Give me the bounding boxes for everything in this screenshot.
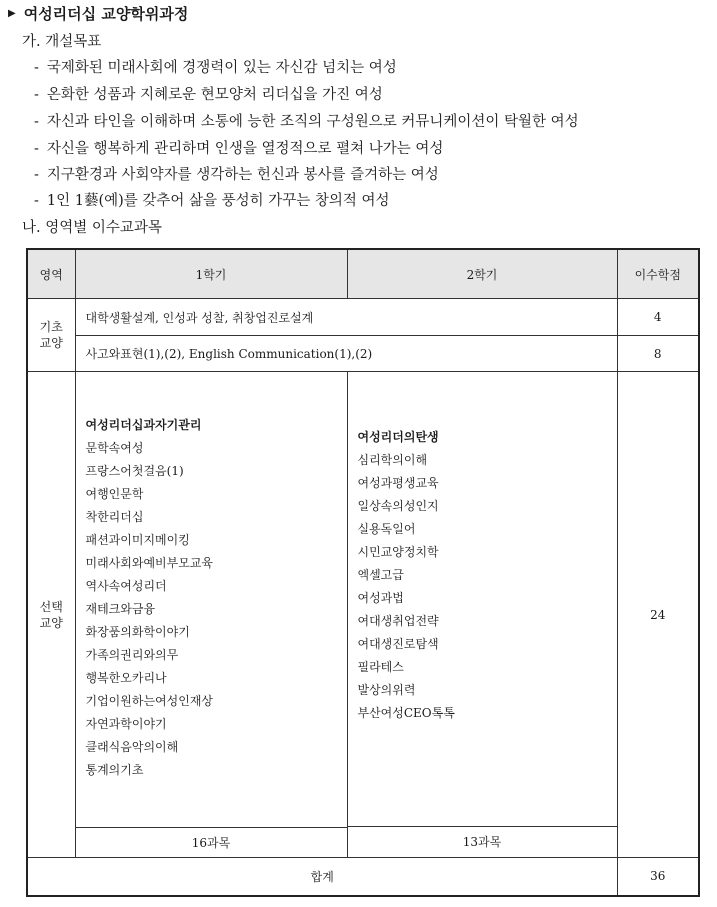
list-item: 여성리더십과자기관리	[85, 418, 202, 432]
table-row	[27, 299, 699, 336]
list-item: 필라테스	[357, 660, 404, 674]
list-item: 실용독일어	[357, 522, 416, 536]
list-item: 역사속여성리더	[85, 579, 167, 593]
basic-credits-1: 4	[617, 299, 699, 336]
list-item: 패션과이미지메이킹	[85, 533, 190, 547]
list-item: 미래사회와예비부모교육	[85, 556, 214, 570]
list-item: 여성과법	[357, 591, 404, 605]
list-item: 여성과평생교육	[357, 476, 439, 490]
elective-semester-2-list	[347, 372, 617, 858]
header-credits: 이수학점	[617, 249, 699, 299]
area-basic: 기초 교양	[27, 299, 75, 372]
title-text: 여성리더십 교양학위과정	[23, 4, 189, 23]
elective-credits: 24	[617, 372, 699, 858]
list-item: 화장품의화학이야기	[85, 625, 190, 639]
area-elective: 선택 교양	[27, 372, 75, 858]
curriculum-table	[26, 248, 700, 897]
total-credits: 36	[617, 858, 699, 896]
basic-credits-2: 8	[617, 336, 699, 372]
elective-semester-2-count: 13과목	[348, 826, 617, 857]
list-item: 착한리더십	[85, 510, 144, 524]
page-title	[8, 2, 188, 24]
section-b-heading: 나. 영역별 이수교과목	[22, 220, 162, 236]
list-item: 프랑스어첫걸음(1)	[85, 464, 184, 478]
basic-subjects-2: 사고와표현(1),(2), English Communication(1),(2)	[75, 336, 617, 372]
list-item: 가족의권리와의무	[85, 648, 179, 662]
elective-semester-1-count: 16과목	[75, 828, 347, 858]
header-semester-1: 1학기	[75, 249, 347, 299]
list-item: 재테크와금융	[85, 602, 156, 616]
goal-item: - 자신과 타인을 이해하며 소통에 능한 조직의 구성원으로 커뮤니케이션이 탁월한 여성	[34, 114, 579, 130]
list-item: 기업이원하는여성인재상	[85, 694, 214, 708]
list-item: 문학속여성	[85, 441, 144, 455]
list-item: 부산여성CEO톡톡	[357, 706, 455, 720]
total-label: 합계	[27, 858, 617, 896]
list-item: 자연과학이야기	[85, 717, 167, 731]
goal-item: - 지구환경과 사회약자를 생각하는 헌신과 봉사를 즐겨하는 여성	[34, 167, 439, 183]
list-item: 여행인문학	[85, 487, 144, 501]
table-row	[27, 336, 699, 372]
table-row	[27, 372, 699, 828]
list-item: 클래식음악의이해	[85, 740, 179, 754]
elective-semester-1-list	[75, 372, 347, 828]
goal-item: - 1인 1藝(예)를 갖추어 삶을 풍성히 가꾸는 창의적 여성	[34, 193, 390, 209]
list-item: 여대생진로탐색	[357, 637, 439, 651]
section-a-heading: 가. 개설목표	[22, 34, 102, 50]
list-item: 통계의기초	[85, 763, 144, 777]
header-semester-2: 2학기	[347, 249, 617, 299]
list-item: 엑셀고급	[357, 568, 404, 582]
list-item: 시민교양정치학	[357, 545, 439, 559]
basic-subjects-1: 대학생활설계, 인성과 성찰, 취창업진로설계	[75, 299, 617, 336]
list-item: 여대생취업전략	[357, 614, 439, 628]
list-item: 여성리더의탄생	[357, 430, 439, 444]
header-area: 영역	[27, 249, 75, 299]
goal-item: - 자신을 행복하게 관리하며 인생을 열정적으로 펼쳐 나가는 여성	[34, 141, 444, 157]
list-item: 행복한오카리나	[85, 671, 167, 685]
bullet-triangle-icon: ▶	[8, 7, 16, 19]
table-header-row	[27, 249, 699, 299]
goal-item: - 온화한 성품과 지혜로운 현모양처 리더십을 가진 여성	[34, 87, 383, 103]
list-item: 일상속의성인지	[357, 499, 439, 513]
list-item: 발상의위력	[357, 683, 416, 697]
goal-item: - 국제화된 미래사회에 경쟁력이 있는 자신감 넘치는 여성	[34, 60, 397, 76]
table-total-row	[27, 858, 699, 896]
list-item: 심리학의이해	[357, 453, 428, 467]
